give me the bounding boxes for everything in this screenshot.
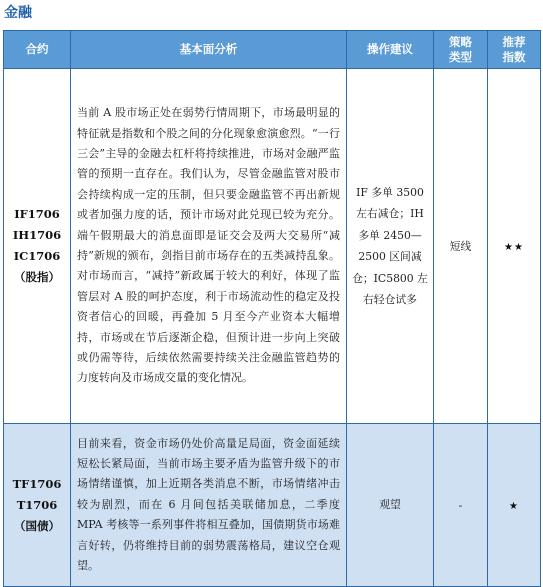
header-strategy-line2: 类型 xyxy=(449,49,472,64)
contract-cell xyxy=(4,69,71,424)
rating-cell xyxy=(488,69,541,424)
table-row xyxy=(4,69,541,424)
star-rating-icon: ★ xyxy=(509,500,519,512)
header-analysis: 基本面分析 xyxy=(71,31,347,69)
analysis-cell: 当前 A 股市场正处在弱势行情周期下，市场最明显的特征就是指数和个股之间的分化现象愈演愈烈。“一行三会”主导的金融去杠杆将持续推进，市场对金融严监管的预期一直存在。我们认为，尽管金融监管对股市会持续构成一定的压制，但只要金融监管不再出新规或者加强力度的话，预计市场对此兑现已较为充分。端午假期最大的消息面即是证交会及两大交易所“减持”新规的颁布，剑指目前市场存在的五类减持乱象。对市场而言，“减持”新政属于较大的利好，体现了监管层对 A 股的呵护态度，利于市场流动性的稳定及投资者信心的回暖，再叠加 5 月至今产业资本大幅增持，市场或在节后逐渐企稳，但预计进一步向上突破或仍需等待，后续依然需要持续关注金融监管趋势的力度转向及市场成交量的变化情况。 xyxy=(71,69,347,424)
table-row xyxy=(4,424,541,587)
section-title: 金融 xyxy=(4,5,32,21)
header-strategy xyxy=(434,31,488,69)
header-contract: 合约 xyxy=(4,31,71,69)
header-rating-line2: 指数 xyxy=(502,49,526,64)
contract-code: IH1706 xyxy=(12,228,62,242)
rating-cell xyxy=(488,424,541,587)
strategy-value: - xyxy=(458,498,463,512)
contract-cell xyxy=(4,424,71,587)
table-header-row xyxy=(4,31,541,69)
header-rating xyxy=(488,31,541,69)
strategy-cell xyxy=(434,424,488,587)
analysis-cell: 目前来看，资金市场仍处价高量足局面，资金面延续短松长紧局面，当前市场主要矛盾为监管升级下的市场情绪谨慎，加上近期各类消息不断，市场情绪冲击较为剧烈，而在 6 月间包括美联储加息，二季度 MPA 考核等一系列事件将相互叠加，国债期货市场难言好转，仍将维持目前的弱势震荡格局，建议空仓观望。 xyxy=(71,424,347,587)
contract-code: TF1706 xyxy=(12,476,62,491)
star-rating-icon: ★★ xyxy=(504,241,524,253)
header-rating-line1: 推荐 xyxy=(502,34,526,49)
recommendation-table xyxy=(3,30,541,587)
header-advice: 操作建议 xyxy=(347,31,434,69)
advice-cell: 观望 xyxy=(347,424,434,587)
advice-cell: IF 多单 3500 左右减仓；IH 多单 2450—2500 区间减仓；IC5800 左右轻仓试多 xyxy=(347,69,434,424)
header-strategy-line1: 策略 xyxy=(449,34,472,49)
strategy-cell: 短线 xyxy=(434,69,488,424)
contract-code: IC1706 xyxy=(13,249,61,263)
contract-category: （国债） xyxy=(14,518,60,533)
contract-code: IF1706 xyxy=(14,207,60,221)
contract-category: （股指） xyxy=(14,270,60,284)
contract-code: T1706 xyxy=(16,497,58,512)
